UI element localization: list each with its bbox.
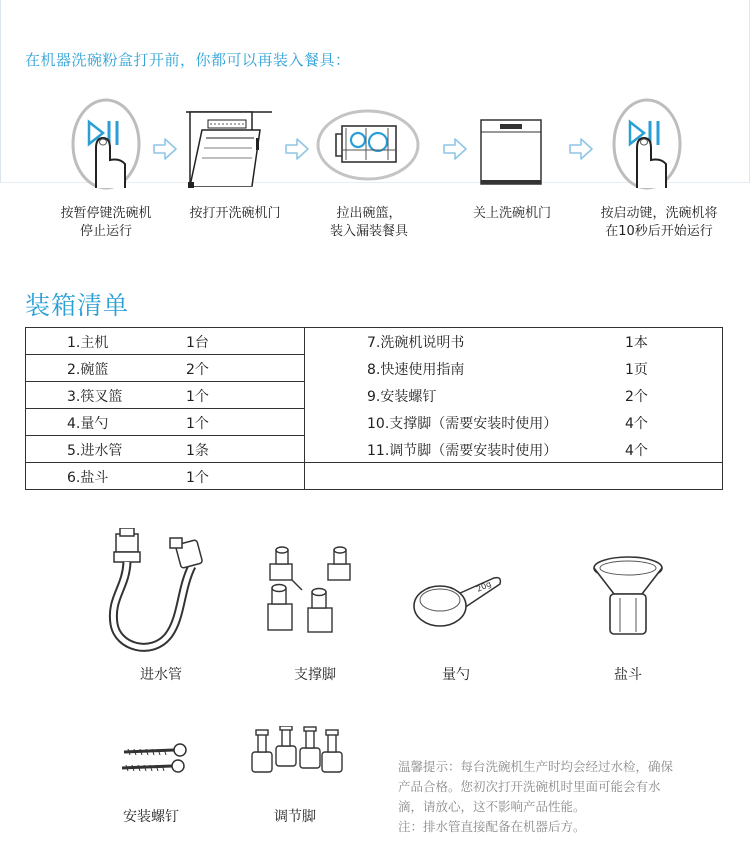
- adjustable-feet-icon: [244, 726, 346, 778]
- salt-funnel-icon: [590, 554, 666, 638]
- item-quantity: 2个: [186, 362, 209, 378]
- screws-icon: [118, 742, 190, 776]
- item-name: 9.安装螺钉: [367, 389, 437, 405]
- dishwasher-open-door-icon: [186, 98, 272, 190]
- packing-cell-left: [26, 463, 305, 490]
- step-caption-line: 拉出碗篮，: [336, 206, 402, 221]
- accessory-label-screws: 安装螺钉: [123, 809, 179, 825]
- packing-row: [26, 409, 723, 436]
- packing-cell-left: [26, 436, 305, 463]
- item-name: 5.进水管: [67, 443, 123, 459]
- play-pause-hand-icon: [70, 98, 142, 190]
- item-name: 6.盐斗: [67, 470, 109, 486]
- item-quantity: 1页: [625, 362, 648, 378]
- packing-cell-right: [305, 355, 723, 382]
- step-caption-line: 停止运行: [79, 224, 132, 239]
- step-caption-line: 关上洗碗机门: [472, 206, 551, 221]
- note-line: 滴，请放心，这不影响产品性能。: [398, 799, 586, 814]
- step-caption-line: 按打开洗碗机门: [189, 206, 281, 221]
- panel-border-left: [0, 0, 1, 183]
- arrow-right-icon: [284, 136, 310, 162]
- step-caption-line: 装入漏装餐具: [329, 224, 408, 239]
- packing-list-title: 装箱清单: [25, 291, 130, 320]
- packing-cell-right: [305, 328, 723, 355]
- support-feet-icon: [262, 546, 368, 636]
- note-line: 产品合格。您初次打开洗碗机时里面可能会有水: [398, 779, 661, 794]
- item-name: 4.量勺: [67, 416, 109, 432]
- item-quantity: 1条: [186, 443, 209, 459]
- packing-list-table: [25, 327, 723, 490]
- warm-tip-note: [398, 757, 718, 837]
- accessory-label-inlet-hose: 进水管: [140, 667, 182, 683]
- play-pause-hand-icon: [611, 98, 683, 190]
- measuring-spoon-icon: [410, 572, 502, 628]
- accessory-label-salt-funnel: 盐斗: [614, 667, 642, 683]
- item-quantity: 1个: [186, 416, 209, 432]
- spoon-mark: 20g: [475, 579, 493, 594]
- step-caption-line: 按启动键，洗碗机将: [600, 206, 718, 221]
- packing-cell-right: [305, 382, 723, 409]
- packing-cell-left: [26, 355, 305, 382]
- item-name: 2.碗篮: [67, 362, 109, 378]
- packing-row: [26, 355, 723, 382]
- inlet-hose-icon: [106, 528, 218, 658]
- packing-cell-right: [305, 436, 723, 463]
- item-name: 3.筷叉篮: [67, 389, 123, 405]
- step-caption-3: [310, 205, 428, 241]
- accessory-label-support-feet: 支撑脚: [294, 667, 336, 683]
- packing-row: [26, 328, 723, 355]
- item-name: 11.调节脚（需要安装时使用）: [367, 442, 558, 459]
- item-name: 7.洗碗机说明书: [367, 335, 465, 352]
- note-line: 温馨提示：每台洗碗机生产时均会经过水检，确保: [398, 759, 674, 774]
- item-quantity: 2个: [625, 389, 648, 405]
- item-name: 10.支撑脚（需要安装时使用）: [367, 416, 558, 432]
- note-line: 注：排水管直接配备在机器后方。: [398, 819, 586, 834]
- accessory-label-adjustable-feet: 调节脚: [274, 809, 316, 825]
- item-quantity: 4个: [625, 416, 648, 432]
- step-caption-line: 按暂停键洗碗机: [60, 206, 152, 221]
- step-caption-1: [40, 205, 172, 241]
- packing-cell-left: [26, 409, 305, 436]
- accessory-label-measuring-spoon: 量勺: [442, 667, 470, 683]
- packing-cell-right: [305, 409, 723, 436]
- item-quantity: 1本: [625, 335, 648, 352]
- packing-row: [26, 382, 723, 409]
- arrow-right-icon: [152, 136, 178, 162]
- item-quantity: 1个: [186, 389, 209, 405]
- intro-heading: 在机器洗碗粉盒打开前，你都可以再装入餐具：: [25, 51, 351, 69]
- step-caption-line: 在10秒后开始运行: [605, 224, 713, 239]
- packing-row: [26, 436, 723, 463]
- packing-cell-left: [26, 382, 305, 409]
- item-name: 1.主机: [67, 335, 109, 351]
- packing-cell-right: [305, 463, 723, 490]
- dish-rack-icon: [316, 98, 420, 190]
- item-quantity: 1个: [186, 470, 209, 486]
- packing-cell-left: [26, 328, 305, 355]
- dishwasher-closed-icon: [478, 98, 544, 190]
- item-quantity: 4个: [625, 442, 648, 459]
- packing-row: [26, 463, 723, 490]
- arrow-right-icon: [568, 136, 594, 162]
- step-caption-4: [450, 205, 574, 223]
- item-quantity: 1台: [186, 335, 209, 351]
- step-caption-2: [172, 205, 298, 223]
- item-name: 8.快速使用指南: [367, 362, 465, 378]
- step-caption-5: [574, 205, 744, 241]
- arrow-right-icon: [442, 136, 468, 162]
